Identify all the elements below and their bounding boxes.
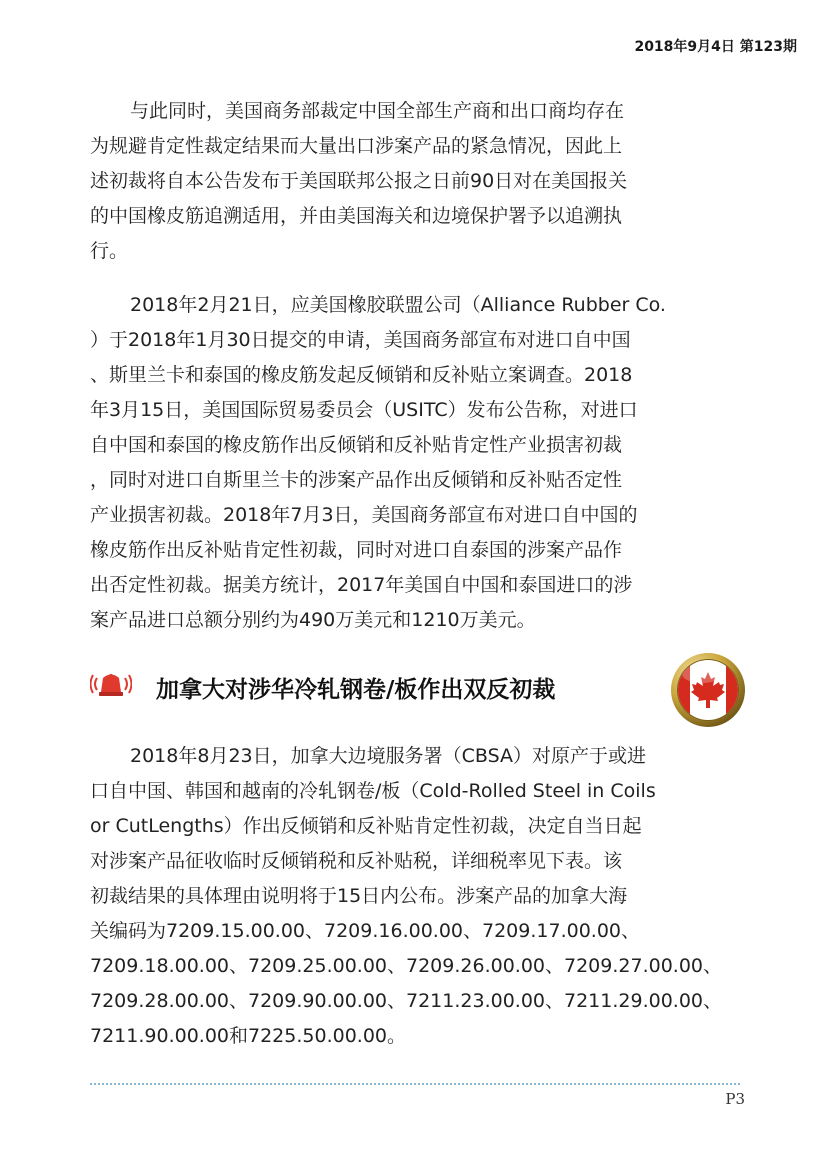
header-date-issue: 2018年9月4日 第123期 <box>634 39 797 55</box>
text-line: 初裁结果的具体理由说明将于15日内公布。涉案产品的加拿大海 <box>90 885 628 907</box>
text-line: 7209.28.00.00、7209.90.00.00、7211.23.00.00、7211.29.00.00、 <box>90 990 723 1012</box>
page-number: P3 <box>725 1090 745 1108</box>
text-line: 、斯里兰卡和泰国的橡皮筋发起反倾销和反补贴立案调查。2018 <box>90 364 633 386</box>
text-line: 橡皮筋作出反补贴肯定性初裁，同时对进口自泰国的涉案产品作 <box>90 539 623 561</box>
section-heading-canada-steel <box>90 662 740 714</box>
canada-flag-icon <box>670 652 746 728</box>
paragraph-canada-steel-ruling <box>90 739 738 1054</box>
text-line: 7211.90.00.00和7225.50.00.00。 <box>90 1025 407 1047</box>
text-line: 出否定性初裁。据美方统计，2017年美国自中国和泰国进口的涉 <box>90 574 633 596</box>
section-title: 加拿大对涉华冷轧钢卷/板作出双反初裁 <box>156 677 556 703</box>
text-line: 2018年2月21日，应美国橡胶联盟公司（Alliance Rubber Co. <box>130 294 666 316</box>
text-line: 7209.18.00.00、7209.25.00.00、7209.26.00.00、7209.27.00.00、 <box>90 955 723 977</box>
text-line: 与此同时，美国商务部裁定中国全部生产商和出口商均存在 <box>130 100 625 122</box>
alarm-bell-icon <box>90 672 132 702</box>
text-line: 的中国橡皮筋追溯适用，并由美国海关和边境保护署予以追溯执 <box>90 205 623 227</box>
text-line: or CutLengths）作出反倾销和反补贴肯定性初裁，决定自当日起 <box>90 815 642 837</box>
text-line: 行。 <box>90 240 129 262</box>
paragraph-anti-circumvention <box>90 94 738 269</box>
text-line: 年3月15日，美国国际贸易委员会（USITC）发布公告称，对进口 <box>90 399 638 421</box>
paragraph-rubber-band-case <box>90 288 738 638</box>
text-line: 对涉案产品征收临时反倾销税和反补贴税，详细税率见下表。该 <box>90 850 623 872</box>
text-line: 案产品进口总额分别约为490万美元和1210万美元。 <box>90 609 536 631</box>
text-line: 述初裁将自本公告发布于美国联邦公报之日前90日对在美国报关 <box>90 170 628 192</box>
footer-divider <box>90 1083 740 1085</box>
text-line: ，同时对进口自斯里兰卡的涉案产品作出反倾销和反补贴否定性 <box>90 469 623 491</box>
text-line: 2018年8月23日，加拿大边境服务署（CBSA）对原产于或进 <box>130 745 646 767</box>
text-line: 关编码为7209.15.00.00、7209.16.00.00、7209.17.00.00、 <box>90 920 641 942</box>
text-line: ）于2018年1月30日提交的申请，美国商务部宣布对进口自中国 <box>90 329 631 351</box>
text-line: 口自中国、韩国和越南的冷轧钢卷/板（Cold-Rolled Steel in Coils <box>90 780 656 802</box>
text-line: 为规避肯定性裁定结果而大量出口涉案产品的紧急情况，因此上 <box>90 135 623 157</box>
text-line: 自中国和泰国的橡皮筋作出反倾销和反补贴肯定性产业损害初裁 <box>90 434 623 456</box>
text-line: 产业损害初裁。2018年7月3日，美国商务部宣布对进口自中国的 <box>90 504 638 526</box>
